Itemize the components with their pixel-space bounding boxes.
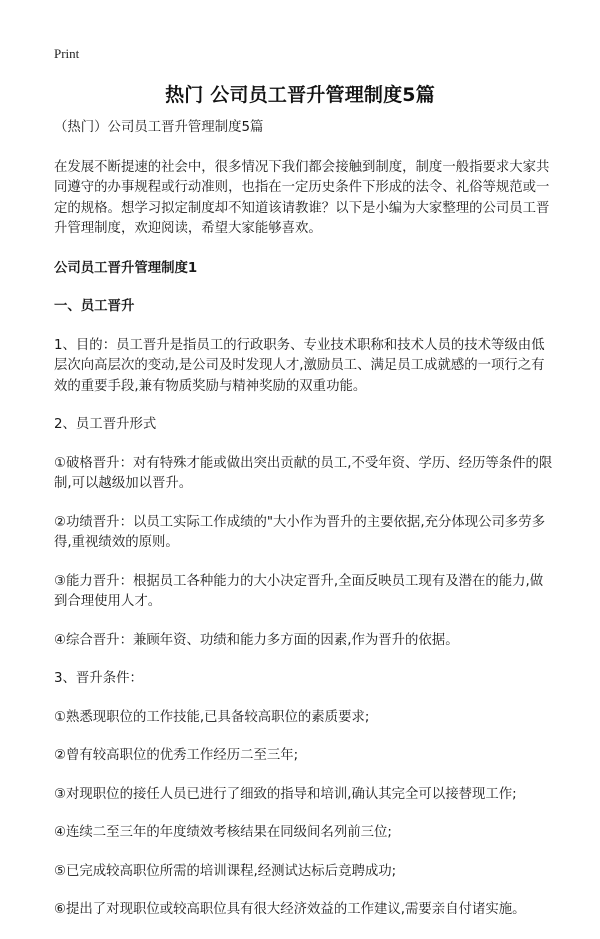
promotion-form-item: ③能力晋升：根据员工各种能力的大小决定晋升,全面反映员工现有及潜在的能力,做到合理使用人才。 xyxy=(54,573,544,609)
purpose-paragraph: 1、目的：员工晋升是指员工的行政职务、专业技术职称和技术人员的技术等级由低层次向高层次的变动,是公司及时发现人才,激励员工、满足员工成就感的一项行之有效的重要手段,兼有物质奖励与精神奖励的双重功能。 xyxy=(54,337,545,394)
print-link[interactable]: Print xyxy=(54,46,80,61)
document-body xyxy=(54,118,554,939)
promotion-condition-item: ③对现职位的接任人员已进行了细致的指导和培训,确认其完全可以接替现工作; xyxy=(54,786,517,802)
promotion-condition-item: ⑤已完成较高职位所需的培训课程,经测试达标后竞聘成功; xyxy=(54,863,397,879)
forms-heading: 2、员工晋升形式 xyxy=(54,417,157,432)
promotion-form-item: ②功绩晋升：以员工实际工作成绩的"大小作为晋升的主要依据,充分体现公司多劳多得,重视绩效的原则。 xyxy=(54,514,546,550)
document-subtitle: （热门）公司员工晋升管理制度5篇 xyxy=(54,120,264,135)
section-heading: 一、员工晋升 xyxy=(54,299,135,314)
promotion-form-item: ④综合晋升：兼顾年资、功绩和能力多方面的因素,作为晋升的依据。 xyxy=(54,632,459,648)
promotion-condition-item: ⑥提出了对现职位或较高职位具有很大经济效益的工作建议,需要亲自付诸实施。 xyxy=(54,902,526,917)
conditions-heading: 3、晋升条件： xyxy=(54,671,143,686)
promotion-condition-item: ②曾有较高职位的优秀工作经历二至三年; xyxy=(54,748,299,763)
intro-paragraph: 在发展不断提速的社会中，很多情况下我们都会接触到制度，制度一般指要求大家共同遵守的办事规程或行动准则，也指在一定历史条件下形成的法令、礼俗等规范或一定的规格。想学习拟定制度却不知道该请教谁？以下是小编为大家整理的公司员工晋升管理制度，欢迎阅读，希望大家能够喜欢。 xyxy=(54,159,550,236)
promotion-form-item: ①破格晋升：对有特殊才能或做出突出贡献的员工,不受年资、学历、经历等条件的限制,可以越级加以晋升。 xyxy=(54,455,553,491)
article-heading: 公司员工晋升管理制度1 xyxy=(54,260,198,276)
promotion-condition-item: ①熟悉现职位的工作技能,已具备较高职位的素质要求; xyxy=(54,709,370,725)
promotion-condition-item: ④连续二至三年的年度绩效考核结果在同级间名列前三位; xyxy=(54,825,392,840)
document-title: 热门 公司员工晋升管理制度5篇 xyxy=(165,84,435,106)
